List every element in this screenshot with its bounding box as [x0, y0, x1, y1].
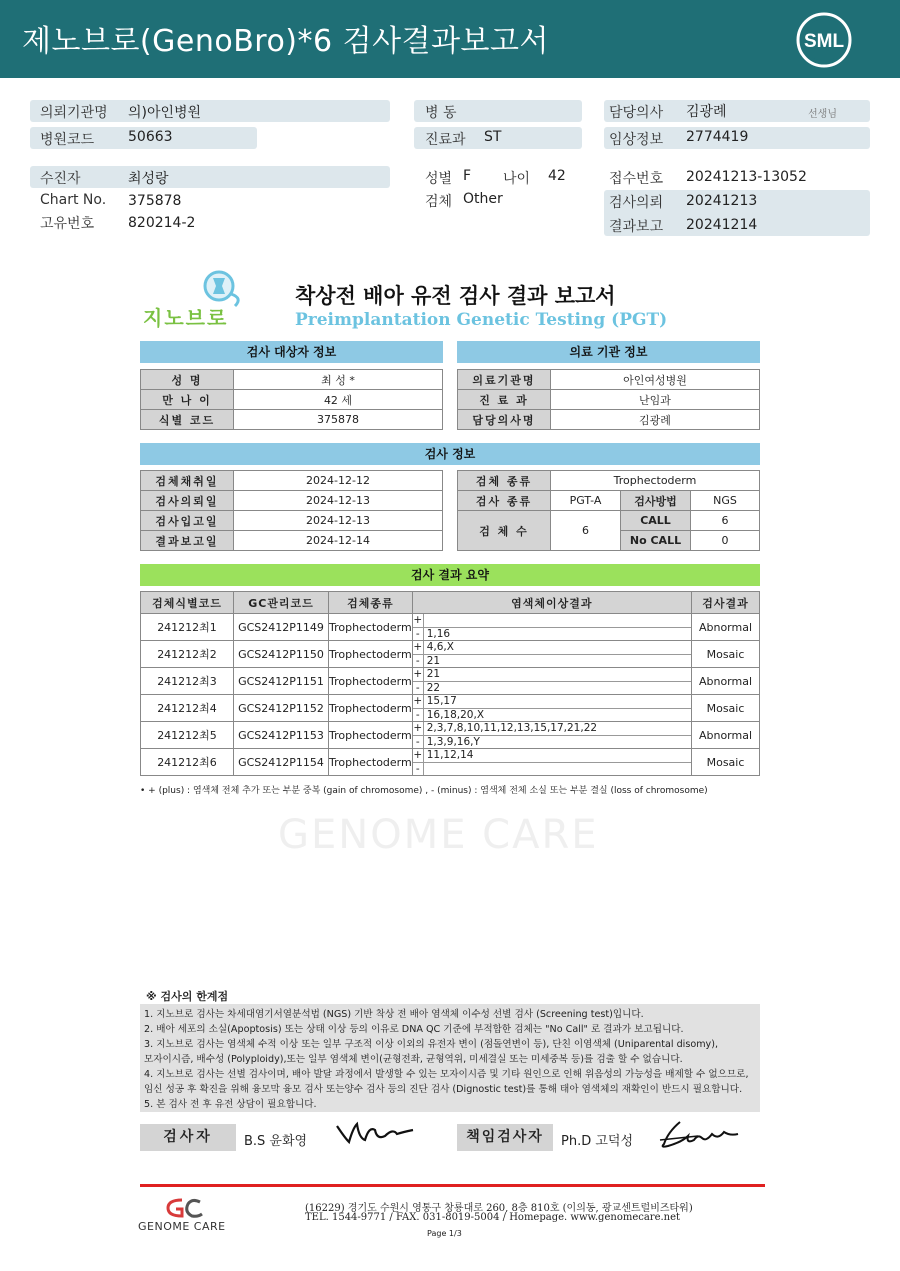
report-date-value: 20241214: [686, 217, 758, 233]
receive-label: 검사입고일: [141, 511, 234, 531]
clinical-label: 임상정보: [609, 132, 664, 148]
chromosome-cell: [412, 749, 691, 776]
gc-code-cell: GCS2412P1154: [234, 749, 329, 776]
minus-line: [413, 708, 691, 721]
receipt-value: 20241213-13052: [686, 169, 807, 185]
dept-label: 진료과: [425, 132, 466, 148]
gc-code-cell: GCS2412P1153: [234, 722, 329, 749]
table-row: [141, 641, 760, 668]
doctor-label: 담당의사: [609, 105, 664, 121]
sample-id-cell: 241212최5: [141, 722, 234, 749]
limit-item: 임신 성공 후 확진을 위해 융모막 융모 검사 또는양수 검사 등의 진단 검사 (Dignostic test)를 통해 태아 염색체의 재확인이 반드시 필요합니다.: [144, 1084, 743, 1095]
institution-section-head: 의료 기관 정보: [457, 341, 760, 363]
specimen-cell: Trophectoderm: [329, 641, 413, 668]
report-title: 착상전 배아 유전 검사 결과 보고서: [295, 284, 616, 308]
col-specimen: 검체종류: [329, 592, 413, 614]
institution-value: 의)아인병원: [128, 105, 202, 121]
hospital-code-value: 50663: [128, 129, 173, 145]
plus-value: [424, 614, 427, 627]
limit-item: 2. 배아 세포의 소실(Apoptosis) 또는 상태 이상 등의 이유로 DNA QC 기준에 부적합한 검체는 "No Call" 로 결과가 보고됩니다.: [144, 1024, 684, 1035]
specimen-cell: Trophectoderm: [329, 668, 413, 695]
subject-name-label: 성 명: [141, 370, 234, 390]
result-cell: Abnormal: [692, 722, 760, 749]
inst-name-value: 아인여성병원: [551, 370, 760, 390]
inst-name-label: 의료기관명: [458, 370, 551, 390]
receive-value: 2024-12-13: [234, 511, 443, 531]
col-sample-id: 검체식별코드: [141, 592, 234, 614]
tester-signature-icon: [335, 1118, 415, 1150]
minus-sign: -: [413, 628, 424, 640]
request-label: 검사의뢰: [609, 195, 664, 211]
limit-item: 모자이시즘, 배수성 (Polyploidy),또는 일부 염색체 변이(균형전좌, 균형역위, 미세결실 또는 미세중복 등)를 검출 할 수 없습니다.: [144, 1054, 683, 1065]
col-result: 검사결과: [692, 592, 760, 614]
ward-label: 병 동: [425, 105, 457, 121]
minus-sign: -: [413, 763, 424, 775]
chromosome-cell: [412, 641, 691, 668]
plus-line: [413, 722, 691, 735]
minus-value: 1,3,9,16,Y: [426, 736, 480, 748]
chief-label: 책임검사자: [457, 1124, 553, 1151]
nocall-value: 0: [691, 531, 760, 551]
test-section-head: 검사 정보: [140, 443, 760, 465]
minus-value: 16,18,20,X: [426, 709, 485, 721]
limit-item: 1. 지노브로 검사는 차세대염기서열분석법 (NGS) 기반 착상 전 배아 염색체 이수성 선별 검사 (Screening test)입니다.: [144, 1009, 644, 1020]
table-row: [141, 749, 760, 776]
tester-label: 검사자: [140, 1124, 236, 1151]
report-date-label: 결과보고: [609, 219, 664, 235]
footer-contact: TEL. 1544-9771 / FAX. 031-8019-5004 / Homepage. www.genomecare.net: [305, 1212, 681, 1223]
chart-value: 375878: [128, 193, 182, 209]
plus-sign: +: [413, 722, 423, 734]
plus-value: 4,6,X: [426, 641, 454, 653]
plus-value: 15,17: [426, 695, 457, 707]
chromosome-cell: [412, 614, 691, 641]
sml-logo-text: SML: [803, 31, 845, 52]
doctor-value: 김광례: [686, 104, 727, 120]
result-cell: Mosaic: [692, 641, 760, 668]
table-row: [141, 668, 760, 695]
minus-line: [413, 681, 691, 694]
test-dates-table: [140, 470, 443, 551]
unique-label: 고유번호: [40, 216, 95, 232]
sample-id-cell: 241212최2: [141, 641, 234, 668]
chart-label: Chart No.: [40, 192, 107, 208]
chief-name: Ph.D 고덕성: [561, 1134, 634, 1149]
clinical-value: 2774419: [686, 129, 749, 145]
table-row: [141, 695, 760, 722]
specimen-cell: Trophectoderm: [329, 722, 413, 749]
request-date-label: 검사의뢰일: [141, 491, 234, 511]
patient-label: 수진자: [40, 171, 81, 187]
age-label: 나이: [503, 171, 531, 187]
gc-code-cell: GCS2412P1152: [234, 695, 329, 722]
gc-code-cell: GCS2412P1150: [234, 641, 329, 668]
dept-value: ST: [484, 129, 502, 145]
footer-company: GENOME CARE: [138, 1220, 226, 1233]
footer-divider: [140, 1184, 765, 1187]
call-label: CALL: [621, 511, 691, 531]
test-detail-table: [457, 470, 760, 551]
plus-sign: +: [413, 668, 423, 680]
result-cell: Abnormal: [692, 614, 760, 641]
page-number: Page 1/3: [427, 1229, 462, 1238]
col-chromosome: 염색체이상결과: [412, 592, 691, 614]
sex-label: 성별: [425, 171, 453, 187]
plus-sign: +: [413, 695, 423, 707]
inst-doctor-label: 담당의사명: [458, 410, 551, 430]
subject-id-value: 375878: [234, 410, 443, 430]
inst-dept-label: 진 료 과: [458, 390, 551, 410]
limit-item: 3. 지노브로 검사는 염색체 수적 이상 또는 일부 구조적 이상 이외의 유전자 변이 (점돌연변이 등), 단친 이염색체 (Uniparental disomy),: [144, 1039, 719, 1050]
nocall-label: No CALL: [621, 531, 691, 551]
sample-id-cell: 241212최1: [141, 614, 234, 641]
chief-signature-icon: [658, 1118, 740, 1152]
minus-value: 1,16: [426, 628, 451, 640]
count-value: 6: [551, 511, 621, 551]
gc-code-cell: GCS2412P1149: [234, 614, 329, 641]
plus-line: [413, 749, 691, 762]
patient-bar: [30, 166, 390, 188]
results-table: [140, 591, 760, 776]
watermark: GENOME CARE: [278, 812, 599, 858]
summary-section-head: 검사 결과 요약: [140, 564, 760, 586]
receipt-label: 접수번호: [609, 171, 664, 187]
subject-name-value: 최 성 *: [234, 370, 443, 390]
collect-label: 검체채취일: [141, 471, 234, 491]
minus-line: [413, 627, 691, 640]
col-gc-code: GC관리코드: [234, 592, 329, 614]
limit-item: 5. 본 검사 전 후 유전 상담이 필요합니다.: [144, 1099, 317, 1110]
table-row: [141, 722, 760, 749]
collect-value: 2024-12-12: [234, 471, 443, 491]
subject-age-value: 42 세: [234, 390, 443, 410]
footer-address: (16229) 경기도 수원시 영통구 창룡대로 260, 8층 810호 (이의동, 광교센트럴비즈타워): [305, 1203, 693, 1214]
genobro-logo-text: 지노브로: [143, 306, 229, 330]
specimen-type-label: 검체 종류: [458, 471, 551, 491]
subject-table: [140, 369, 443, 430]
specimen-type-value: Trophectoderm: [551, 471, 760, 491]
tester-name: B.S 윤화영: [244, 1134, 308, 1149]
request-date-value: 2024-12-13: [234, 491, 443, 511]
minus-line: [413, 762, 691, 775]
specimen-value: Other: [463, 191, 503, 207]
sample-id-cell: 241212최4: [141, 695, 234, 722]
subject-section-head: 검사 대상자 정보: [140, 341, 443, 363]
genome-care-logo-icon: [162, 1196, 206, 1220]
plus-line: [413, 668, 691, 681]
minus-value: [424, 763, 427, 775]
plus-sign: +: [413, 614, 423, 626]
minus-sign: -: [413, 682, 424, 694]
minus-line: [413, 735, 691, 748]
limit-item: 4. 지노브로 검사는 선별 검사이며, 배아 발달 과정에서 발생할 수 있는 모자이시즘 및 기타 원인으로 인해 위음성의 가능성을 배제할 수 없으므로,: [144, 1069, 749, 1080]
specimen-cell: Trophectoderm: [329, 614, 413, 641]
result-cell: Mosaic: [692, 749, 760, 776]
institution-table: [457, 369, 760, 430]
specimen-cell: Trophectoderm: [329, 695, 413, 722]
plus-value: 11,12,14: [426, 749, 474, 761]
minus-sign: -: [413, 655, 424, 667]
gc-code-cell: GCS2412P1151: [234, 668, 329, 695]
sml-logo-icon: [796, 12, 852, 68]
minus-sign: -: [413, 709, 424, 721]
report-day-value: 2024-12-14: [234, 531, 443, 551]
test-type-value: PGT-A: [551, 491, 621, 511]
plus-line: [413, 641, 691, 654]
plus-line: [413, 695, 691, 708]
plus-value: 2,3,7,8,10,11,12,13,15,17,21,22: [426, 722, 598, 734]
specimen-cell: Trophectoderm: [329, 749, 413, 776]
sex-value: F: [463, 168, 472, 184]
report-subtitle: Preimplantation Genetic Testing (PGT): [295, 310, 668, 330]
chromosome-cell: [412, 668, 691, 695]
specimen-label: 검체: [425, 194, 453, 210]
request-value: 20241213: [686, 193, 758, 209]
subject-age-label: 만 나 이: [141, 390, 234, 410]
report-day-label: 결과보고일: [141, 531, 234, 551]
age-value: 42: [548, 168, 566, 184]
method-value: NGS: [691, 491, 760, 511]
patient-value: 최성랑: [128, 171, 169, 187]
test-type-label: 검사 종류: [458, 491, 551, 511]
page-title: 제노브로(GenoBro)*6 검사결과보고서: [22, 24, 549, 59]
minus-line: [413, 654, 691, 667]
doctor-suffix: 선생님: [808, 109, 837, 120]
plus-line: [413, 614, 691, 627]
footnote: • + (plus) : 염색체 전체 추가 또는 부분 중복 (gain of chromosome) , - (minus) : 염색체 전체 소실 또는 부분 결실 (loss of chromosome): [140, 786, 708, 796]
institution-label: 의뢰기관명: [40, 105, 108, 121]
count-label: 검 체 수: [458, 511, 551, 551]
call-value: 6: [691, 511, 760, 531]
inst-dept-value: 난임과: [551, 390, 760, 410]
limits-title: ※ 검사의 한계점: [146, 990, 229, 1003]
minus-sign: -: [413, 736, 424, 748]
unique-value: 820214-2: [128, 215, 196, 231]
plus-value: 21: [426, 668, 441, 680]
inst-doctor-value: 김광례: [551, 410, 760, 430]
plus-sign: +: [413, 749, 423, 761]
table-row: [141, 614, 760, 641]
chromosome-cell: [412, 695, 691, 722]
plus-sign: +: [413, 641, 423, 653]
minus-value: 21: [426, 655, 441, 667]
report-header: [0, 0, 900, 78]
subject-id-label: 식별 코드: [141, 410, 234, 430]
hospital-code-label: 병원코드: [40, 132, 95, 148]
minus-value: 22: [426, 682, 441, 694]
sample-id-cell: 241212최6: [141, 749, 234, 776]
limits-box: [140, 1004, 760, 1112]
sample-id-cell: 241212최3: [141, 668, 234, 695]
chromosome-cell: [412, 722, 691, 749]
result-cell: Mosaic: [692, 695, 760, 722]
method-label: 검사방법: [621, 491, 691, 511]
result-cell: Abnormal: [692, 668, 760, 695]
